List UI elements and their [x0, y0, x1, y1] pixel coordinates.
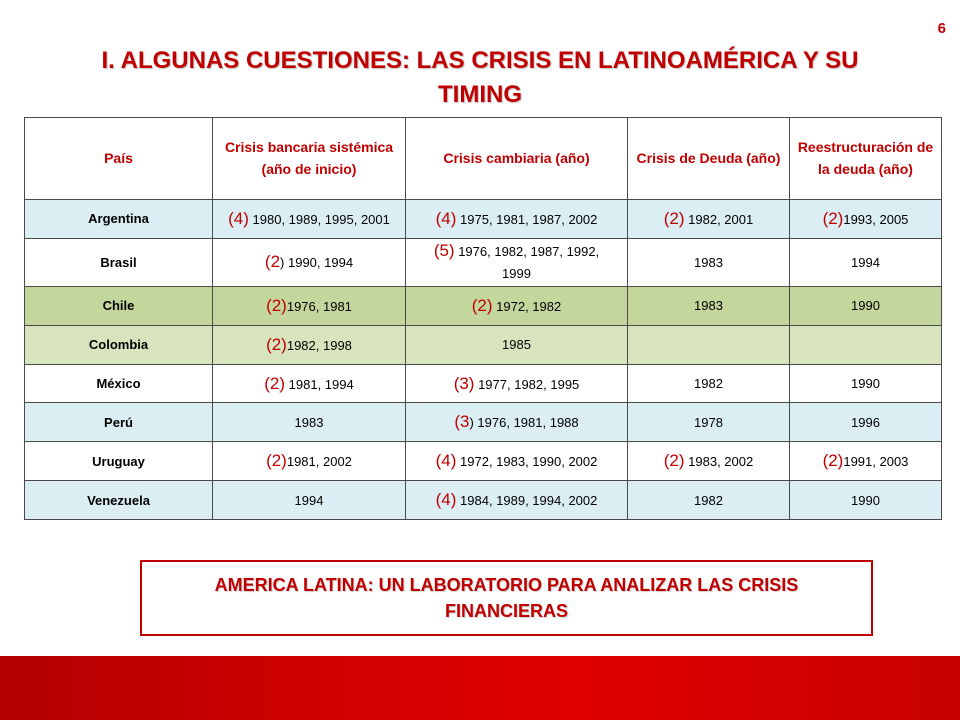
footer-band	[0, 656, 960, 720]
currency-crisis-cell: 1985	[406, 325, 628, 364]
debt-crisis-cell	[628, 199, 790, 238]
crisis-count: (2)	[266, 334, 287, 354]
banking-crisis-cell	[213, 364, 406, 403]
currency-crisis-cell	[406, 286, 628, 325]
table-row	[25, 364, 942, 403]
restructuring-cell	[790, 325, 942, 364]
table-row	[25, 481, 942, 520]
restructuring-cell: 1994	[790, 238, 942, 286]
currency-crisis-cell	[406, 364, 628, 403]
crisis-years: 1975, 1981, 1987, 2002	[456, 211, 598, 227]
slide-title-line-2: TIMING	[438, 81, 522, 108]
crisis-count: (2)	[822, 208, 844, 228]
currency-line-1	[409, 240, 624, 263]
header-banking-crisis: Crisis bancaria sistémica (año de inicio)	[213, 118, 406, 200]
crisis-count: (4)	[435, 208, 457, 228]
table-row	[25, 286, 942, 325]
country-cell: Brasil	[25, 238, 213, 286]
country-cell: México	[25, 364, 213, 403]
debt-crisis-cell: 1982	[628, 364, 790, 403]
table-header-row	[25, 118, 942, 200]
callout-text: AMERICA LATINA: UN LABORATORIO PARA ANALIZAR LAS CRISIS FINANCIERAS	[214, 575, 799, 621]
restructuring-cell: 1990	[790, 364, 942, 403]
debt-crisis-cell	[628, 325, 790, 364]
crisis-years: 1983, 2002	[684, 454, 754, 470]
crisis-count: (2)	[822, 451, 844, 471]
slide-title	[40, 44, 920, 112]
table-row	[25, 442, 942, 481]
crisis-years: 1972, 1983, 1990, 2002	[456, 454, 598, 470]
restructuring-cell: 1990	[790, 481, 942, 520]
table-row	[25, 238, 942, 286]
header-currency-crisis: Crisis cambiaria (año)	[406, 118, 628, 200]
currency-crisis-cell	[406, 442, 628, 481]
crisis-count: (2)	[663, 208, 685, 228]
restructuring-cell: 1996	[790, 403, 942, 442]
debt-crisis-cell	[628, 442, 790, 481]
slide-title-line-1: I. ALGUNAS CUESTIONES: LAS CRISIS EN LATINOAMÉRICA Y SU	[101, 47, 859, 74]
country-cell: Chile	[25, 286, 213, 325]
debt-crisis-cell: 1978	[628, 403, 790, 442]
crisis-count: (2)	[266, 451, 287, 471]
header-debt-restructuring: Reestructuración de la deuda (año)	[790, 118, 942, 200]
crisis-years: 1993, 2005	[843, 211, 909, 227]
banking-crisis-cell	[213, 442, 406, 481]
table-row	[25, 325, 942, 364]
crisis-table	[24, 117, 942, 520]
debt-crisis-cell: 1983	[628, 286, 790, 325]
crisis-years: 1976, 1981	[286, 298, 352, 314]
crisis-years: ) 1976, 1981, 1988	[469, 415, 579, 431]
currency-crisis-cell	[406, 199, 628, 238]
restructuring-cell: 1990	[790, 286, 942, 325]
country-cell: Venezuela	[25, 481, 213, 520]
crisis-years: 1982, 2001	[684, 211, 754, 227]
crisis-years: 1984, 1989, 1994, 2002	[456, 493, 598, 509]
crisis-count: (2)	[264, 373, 286, 393]
header-pais: País	[25, 118, 213, 200]
crisis-count: (4)	[435, 490, 457, 510]
crisis-years: ) 1990, 1994	[280, 255, 354, 271]
crisis-count: (4)	[228, 208, 249, 228]
debt-crisis-cell: 1982	[628, 481, 790, 520]
table-row	[25, 199, 942, 238]
currency-crisis-cell	[406, 238, 628, 286]
crisis-count: (2)	[266, 295, 287, 315]
debt-crisis-cell: 1983	[628, 238, 790, 286]
banking-crisis-cell	[213, 325, 406, 364]
banking-crisis-cell	[213, 286, 406, 325]
country-cell: Colombia	[25, 325, 213, 364]
crisis-years: 1976, 1982, 1987, 1992,	[454, 243, 600, 259]
crisis-years: 1981, 2002	[286, 454, 352, 470]
restructuring-cell	[790, 442, 942, 481]
crisis-years: 1980, 1989, 1995, 2001	[248, 211, 390, 227]
crisis-count: (2)	[471, 295, 493, 315]
crisis-count: (4)	[435, 451, 457, 471]
banking-crisis-cell	[213, 238, 406, 286]
crisis-count: (5)	[433, 240, 455, 260]
country-cell: Perú	[25, 403, 213, 442]
restructuring-cell	[790, 199, 942, 238]
country-cell: Uruguay	[25, 442, 213, 481]
crisis-years: 1972, 1982	[492, 298, 562, 314]
crisis-years: 1982, 1998	[286, 337, 352, 353]
crisis-count: (3	[454, 412, 470, 432]
table-row	[25, 403, 942, 442]
currency-crisis-cell	[406, 481, 628, 520]
currency-crisis-cell	[406, 403, 628, 442]
crisis-years: 1977, 1982, 1995	[474, 376, 580, 392]
currency-line-2: 1999	[502, 265, 531, 281]
callout-box	[140, 560, 873, 636]
crisis-years: 1981, 1994	[285, 376, 354, 392]
country-cell: Argentina	[25, 199, 213, 238]
crisis-count: (2	[264, 252, 281, 272]
banking-crisis-cell: 1994	[213, 481, 406, 520]
header-debt-crisis: Crisis de Deuda (año)	[628, 118, 790, 200]
banking-crisis-cell: 1983	[213, 403, 406, 442]
banking-crisis-cell	[213, 199, 406, 238]
crisis-count: (2)	[663, 451, 685, 471]
crisis-years: 1991, 2003	[843, 454, 909, 470]
crisis-count: (3)	[453, 373, 475, 393]
page-number: 6	[937, 20, 946, 37]
